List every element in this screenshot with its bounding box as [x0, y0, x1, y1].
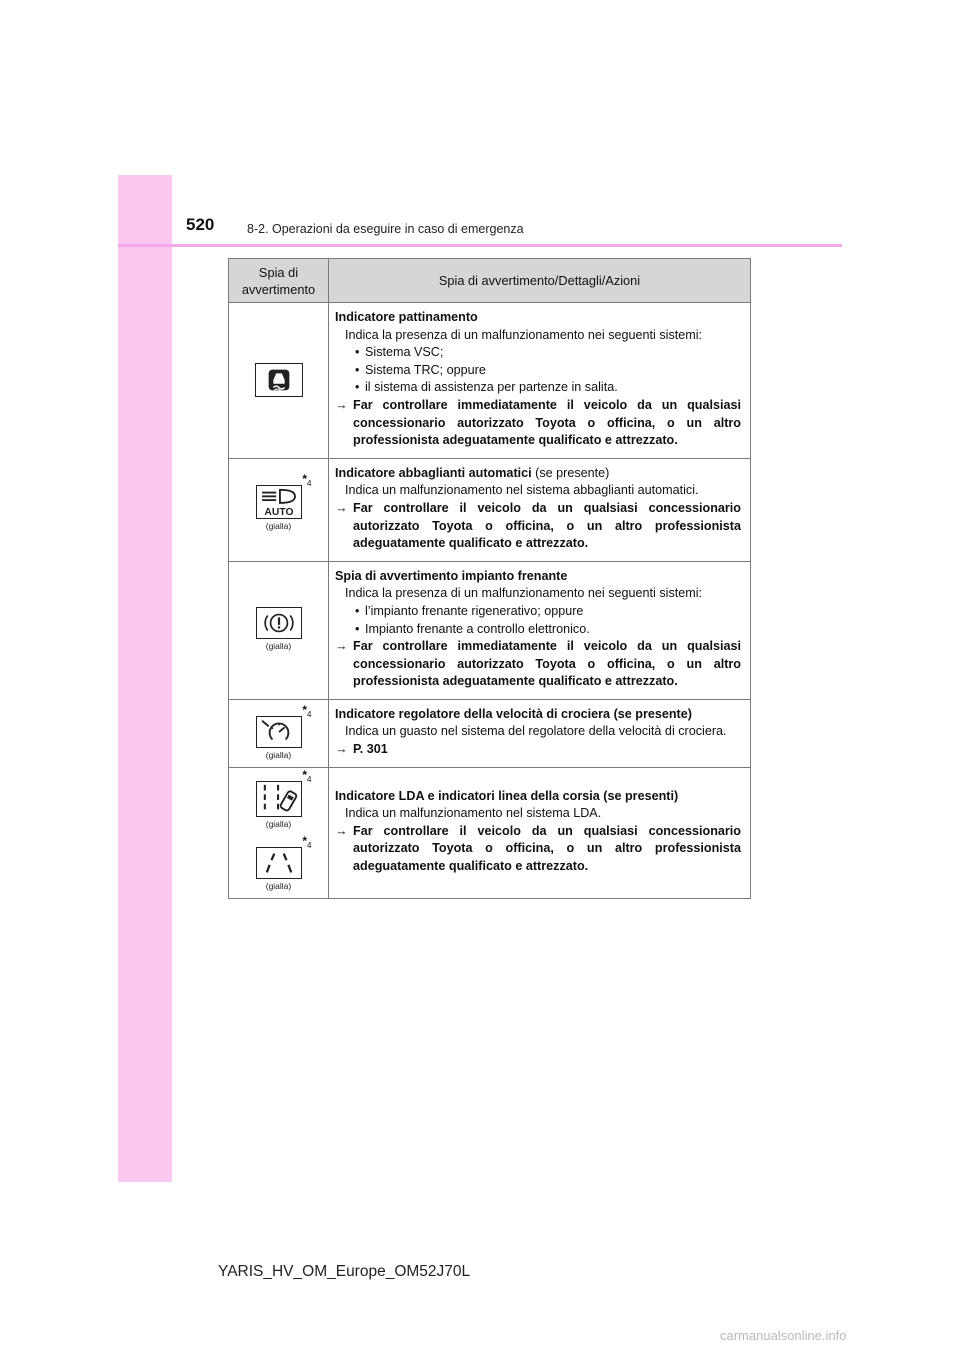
- details-cell: [329, 458, 751, 561]
- row-action: [335, 500, 741, 553]
- list-item: • Impianto frenante a controllo elettronico.: [355, 621, 741, 639]
- auto-high-beam-icon: [256, 485, 302, 519]
- table-row: [229, 458, 751, 561]
- auto-label: AUTO: [263, 507, 294, 518]
- bullet-list: [335, 344, 741, 397]
- row-description: Indica la presenza di un malfunzionamento nei seguenti sistemi:: [345, 327, 703, 342]
- row-description: Indica un malfunzionamento nel sistema LDA.: [345, 806, 602, 821]
- table-row: [229, 561, 751, 699]
- footnote-text: $*_4$: [302, 471, 312, 488]
- icon-caption: (gialla): [265, 520, 292, 531]
- details-cell: [329, 699, 751, 767]
- row-title: Indicatore LDA e indicatori linea della corsia (se presenti): [335, 788, 679, 803]
- table-header-row: [229, 259, 751, 303]
- details-cell: [329, 767, 751, 898]
- footnote-number: 4: [307, 710, 312, 720]
- sidebar-tab: [118, 175, 172, 1182]
- list-item: • il sistema di assistenza per partenze in salita.: [355, 379, 741, 397]
- row-title-note: (se presente): [535, 465, 610, 480]
- column-header-details: Spia di avvertimento/Dettagli/Azioni: [329, 259, 751, 303]
- footnote-marker: [302, 471, 311, 493]
- icon-caption: (gialla): [265, 750, 292, 761]
- document-code: YARIS_HV_OM_Europe_OM52J70L: [218, 1263, 471, 1280]
- list-item: • l’impianto frenante rigenerativo; oppure: [355, 603, 741, 621]
- row-title: Indicatore abbaglianti automatici: [335, 465, 532, 480]
- row-action-text: Far controllare il veicolo da un qualsiasi concessionario autorizzato Toyota o officina, o un altro professionista adeguatamente qualificato e attrezzato.: [353, 823, 741, 874]
- row-action-text: Far controllare immediatamente il veicolo da un qualsiasi concessionario autorizzato Toyota o officina, o un altro professionista adeguatamente qualificato e attrezzato.: [353, 397, 741, 448]
- footnote-text: $*_4$: [302, 703, 312, 720]
- row-description: Indica un malfunzionamento nel sistema abbaglianti automatici.: [345, 483, 699, 498]
- page-number: 520: [186, 215, 215, 234]
- header-rule: [118, 244, 842, 247]
- icon-caption: (gialla): [265, 640, 292, 651]
- row-action: [335, 638, 741, 691]
- watermark: carmanualsonline.info: [720, 1328, 847, 1343]
- row-action: [335, 741, 741, 759]
- table-row: [229, 303, 751, 459]
- arrow-right-icon: →: [335, 742, 348, 757]
- row-action-text: Far controllare immediatamente il veicolo da un qualsiasi concessionario autorizzato Toyota o officina, o un altro professionista adeguatamente qualificato e attrezzato.: [353, 639, 741, 689]
- lane-line-indicator-icon: [256, 847, 302, 879]
- row-action: [335, 823, 741, 876]
- footnote-marker: [302, 767, 311, 789]
- icon-wrap: [256, 833, 312, 891]
- icon-wrap: [256, 607, 302, 651]
- table-row: [229, 699, 751, 767]
- row-title-line: [335, 465, 741, 483]
- footnote-number: 4: [307, 774, 312, 784]
- slip-indicator-icon: [255, 363, 303, 397]
- icon-wrap: [256, 767, 312, 829]
- icon-wrap: [256, 703, 312, 761]
- icon-caption: (gialla): [265, 880, 292, 891]
- table-row: [229, 767, 751, 898]
- footnote-marker: [302, 833, 311, 855]
- footnote-text: $*_4$: [302, 833, 312, 850]
- list-item: • Sistema VSC;: [355, 344, 741, 362]
- arrow-right-icon: →: [335, 639, 348, 654]
- row-title: Indicatore regolatore della velocità di crociera (se presente): [335, 706, 692, 721]
- bullet-list: [335, 603, 741, 638]
- icon-cell: [229, 561, 329, 699]
- icon-stack: [230, 769, 327, 897]
- lda-indicator-icon: [256, 781, 302, 817]
- section-title: 8-2. Operazioni da eseguire in caso di emergenza: [247, 222, 524, 236]
- footnote-number: 4: [307, 478, 312, 488]
- column-header-light: Spia di avvertimento: [229, 259, 329, 303]
- footnote-number: 4: [307, 840, 312, 850]
- row-action-text: Far controllare il veicolo da un qualsiasi concessionario autorizzato Toyota o officina, o un altro professionista adeguatamente qualificato e attrezzato.: [353, 500, 741, 551]
- footnote-text: $*_4$: [302, 767, 312, 784]
- icon-cell: [229, 458, 329, 561]
- details-cell: [329, 561, 751, 699]
- arrow-right-icon: →: [335, 397, 348, 412]
- icon-cell: [229, 699, 329, 767]
- brake-system-warning-icon: [256, 607, 302, 639]
- details-cell: [329, 303, 751, 459]
- warning-lights-table: [228, 258, 751, 899]
- icon-cell: [229, 303, 329, 459]
- row-description: Indica la presenza di un malfunzionamento nei seguenti sistemi:: [345, 586, 703, 601]
- row-description: Indica un guasto nel sistema del regolatore della velocità di crociera.: [345, 724, 727, 739]
- arrow-right-icon: →: [335, 823, 348, 838]
- row-action: [335, 397, 741, 450]
- icon-wrap: [256, 471, 312, 531]
- icon-caption: (gialla): [265, 818, 292, 829]
- cruise-control-icon: [256, 716, 302, 748]
- row-title: Spia di avvertimento impianto frenante: [335, 568, 568, 583]
- row-action-text: P. 301: [353, 742, 388, 757]
- arrow-right-icon: →: [335, 500, 348, 515]
- list-item: • Sistema TRC; oppure: [355, 362, 741, 380]
- icon-cell: [229, 767, 329, 898]
- footnote-marker: [302, 702, 311, 724]
- row-title: Indicatore pattinamento: [335, 310, 478, 324]
